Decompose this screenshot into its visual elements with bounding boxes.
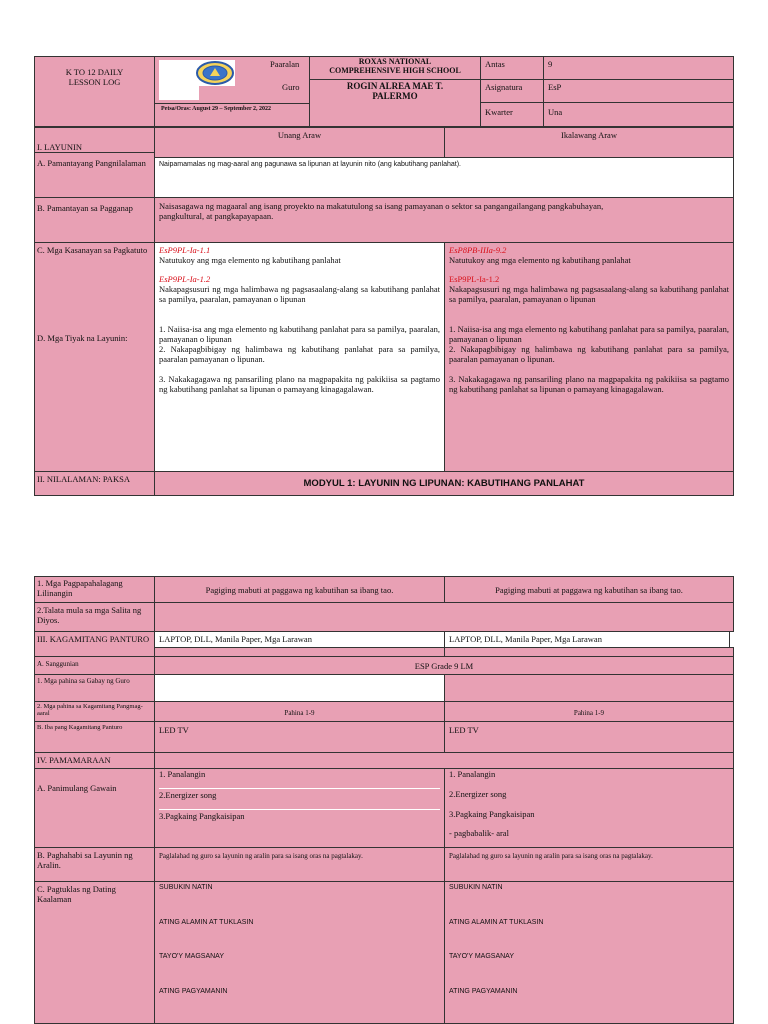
talata-value-cell (154, 602, 734, 632)
pamamaraan-value-cell (154, 752, 734, 769)
kwarter-value-cell: Una (543, 102, 734, 127)
pagtuklas-day2: SUBUKIN NATIN ATING ALAMIN AT TUKLASIN TAYO'Y MAGSANAY ATING PAGYAMANIN (444, 881, 734, 1024)
pamamaraan-label-cell: IV. PAMAMARAAN (34, 752, 155, 769)
pangmag-day2: Pahina 1-9 (444, 701, 734, 722)
iba-day2: LED TV (444, 721, 734, 753)
gabay-label-cell: 1. Mga pahina sa Gabay ng Guro (34, 674, 155, 702)
lesson-log-title: K TO 12 DAILY LESSON LOG (65, 67, 124, 87)
pagtuklas-day1: SUBUKIN NATIN ATING ALAMIN AT TUKLASIN TAYO'Y MAGSANAY ATING PAGYAMANIN (154, 881, 445, 1024)
gabay-day1 (154, 674, 445, 702)
kagamitan-day1: LAPTOP, DLL, Manila Paper, Mga Larawan (154, 631, 445, 648)
school-seal-logo (195, 60, 235, 86)
pagpapahalaga-day2: Pagiging mabuti at paggawa ng kabutihan sa ibang tao. (444, 576, 734, 603)
iba-label-cell: B. Iba pang Kagamitang Panturo (34, 721, 155, 753)
pagganap-label-cell: B. Pamantayan sa Pagganap (34, 197, 155, 243)
paghahabi-day1: Paglalahad ng guro sa layunin ng aralin para sa isang oras na pagtalakay. (154, 847, 445, 882)
kasanayan-label: C. Mga Kasanayan sa Pagkatuto (37, 245, 148, 255)
paghahabi-label-cell: B. Paghahabi sa Layunin ng Aralin. (34, 847, 155, 882)
antas-value-cell: 9 (543, 56, 734, 80)
kwarter-label-cell: Kwarter (480, 102, 544, 127)
paghahabi-day2: Paglalahad ng guro sa layunin ng aralin para sa isang oras na pagtalakay. (444, 847, 734, 882)
day1-header: Unang Araw (154, 127, 445, 158)
gabay-day2 (444, 674, 734, 702)
layunin-label-cell: I. LAYUNIN (34, 127, 155, 153)
kagamitan-day2: LAPTOP, DLL, Manila Paper, Mga Larawan (444, 631, 730, 648)
guro-label: Guro (282, 82, 300, 92)
petsa-cell: Petsa/Oras: August 29 – September 2, 2022 (154, 103, 310, 127)
pagpapahalaga-label-cell: 1. Mga Pagpapahalagang Lilinangin (34, 576, 155, 603)
pangmag-label-cell: 2. Mga pahina sa Kagamitang Pangmag-aaral (34, 701, 155, 722)
kagamitan-label-cell: III. KAGAMITANG PANTURO (34, 631, 155, 657)
pamantayang-value-cell: Naipamamalas ng mag-aaral ang pagunawa sa lipunan at layunin nito (ang kabutihang panlahat). (154, 157, 734, 198)
sanggunian-label-cell: A. Sanggunian (34, 656, 155, 675)
paaralan-value: ROXAS NATIONAL COMPREHENSIVE HIGH SCHOOL (329, 57, 461, 75)
antas-label-cell: Antas (480, 56, 544, 80)
talata-label-cell: 2.Talata mula sa mga Salita ng Diyos. (34, 602, 155, 632)
paaralan-row (270, 56, 481, 80)
header-title-cell (34, 56, 155, 127)
nilalaman-value-cell: MODYUL 1: LAYUNIN NG LIPUNAN: KABUTIHANG PANLAHAT (154, 471, 734, 496)
asignatura-label-cell: Asignatura (480, 79, 544, 103)
guro-row (282, 79, 481, 127)
layunin-day2-cell: EsP8PB-IIIa-9.2 Natutukoy ang mga elemento ng kabutihang panlahat EsP9PL-Ia-1.2 Nakapagsusuri ng mga halimbawa ng pagsasaalang-alang sa kabutihang panlahat sa pamilya, paaralan, pamayanan o lipunan 1. Naiisa-isa ang mga elemento ng kabutihang panlahat para sa pamilya, paaralan, pamayanan o lipunan 2. Nakapagbibigay ng halimbawa ng kabutihang panlahat para sa pamilya, paaralan pamayanan o lipunan. 3. Nakakagagawa ng pansariling plano na magpapakita ng pakikiisa sa pagtamo ng kabutihang panlahat sa lipunan o pamayang kinagagalawan. (444, 242, 734, 472)
panimulang-day2: 1. Panalangin 2.Energizer song 3.Pagkaing Pangkaisipan - pagbabalik- aral (444, 768, 734, 848)
nilalaman-label-cell: II. NILALAMAN: PAKSA (34, 471, 155, 496)
kasanayan-tiyak-label-cell (34, 242, 155, 472)
panimulang-day1: 1. Panalangin 2.Energizer song 3.Pagkaing Pangkaisipan (154, 768, 445, 848)
asignatura-value-cell: EsP (543, 79, 734, 103)
sanggunian-value-cell: ESP Grade 9 LM (154, 656, 734, 675)
layunin-day1-cell: EsP9PL-Ia-1.1 Natutukoy ang mga elemento ng kabutihang panlahat EsP9PL-Ia-1.2 Nakapagsusuri ng mga halimbawa ng pagsasaalang-alang sa kabutihang panlahat sa pamilya, paaralan, pamayanan o lipunan 1. Naiisa-isa ang mga elemento ng kabutihang panlahat para sa pamilya, paaralan, pamayanan o lipunan 2. Nakapagbibigay ng halimbawa ng kabutihang panlahat para sa pamilya, paaralan pamayanan o lipunan. 3. Nakakagagawa ng pansariling plano na magpapakita ng pakikiisa sa pagtamo ng kabutihang panlahat sa lipunan o pamayang kinagagalawan. (154, 242, 445, 472)
pangmag-day1: Pahina 1-9 (154, 701, 445, 722)
pagpapahalaga-day1: Pagiging mabuti at paggawa ng kabutihan sa ibang tao. (154, 576, 445, 603)
tiyak-label: D. Mga Tiyak na Layunin: (37, 333, 128, 343)
day2-header: Ikalawang Araw (444, 127, 734, 158)
guro-value: ROGIN ALREA MAE T. PALERMO (346, 81, 444, 101)
panimulang-label-cell: A. Panimulang Gawain (34, 768, 155, 848)
iba-day1: LED TV (154, 721, 445, 753)
pagganap-value-cell: Naisasagawa ng magaaral ang isang proyekto na makatutulong sa isang pamayanan o sektor sa pangangailangang pangkabuhayan, pangkultural, at pangkapayapaan. (154, 197, 734, 243)
pamantayang-label-cell: A. Pamantayang Pangnilalaman (34, 152, 155, 198)
paaralan-label: Paaralan (270, 59, 300, 69)
pagtuklas-label-cell: C. Pagtuklas ng Dating Kaalaman (34, 881, 155, 1024)
